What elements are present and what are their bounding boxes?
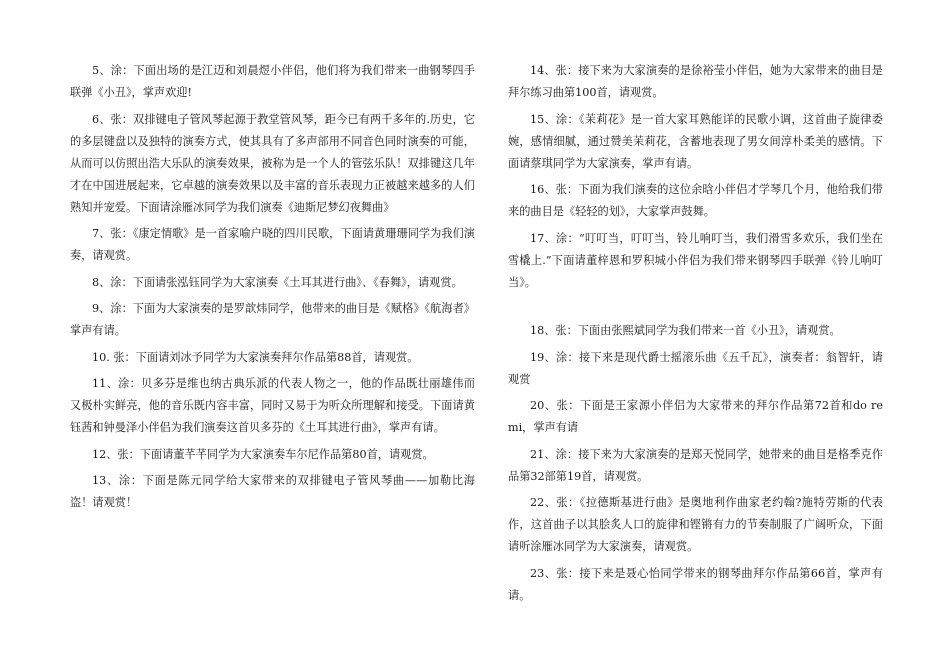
program-item-12: 12、张：下面请董芊芊同学为大家演奏车尔尼作品第80首，请观赏。 bbox=[92, 447, 434, 461]
program-item-22: 22、张：《拉德斯基进行曲》是奥地利作曲家老约翰?施特劳斯的代表作，这首曲子以其脍炙人口的旋律和铿锵有力的节奏制服了广阔听众，下面请听涂雁冰同学为大家演奏，请观赏。 bbox=[508, 496, 883, 553]
program-item-7: 7、张：《康定情歌》是一首家喻户晓的四川民歌，下面请黄珊珊同学为我们演奏，请观赏。 bbox=[70, 227, 475, 262]
program-item-14: 14、张：接下来为大家演奏的是徐裕莹小伴侣，她为大家带来的曲目是拜尔练习曲第100首，请观赏。 bbox=[508, 64, 883, 99]
program-item-5: 5、涂：下面出场的是江迈和刘晨煜小伴侣，他们将为我们带来一曲钢琴四手联弹《小丑》，掌声欢迎! bbox=[70, 64, 475, 99]
program-item-21: 21、涂：接下来为大家演奏的是郑天悦同学，她带来的曲目是格季克作品第32部第19首，请观赏。 bbox=[508, 447, 883, 483]
program-item-15: 15、涂：《茉莉花》是一首大家耳熟能详的民歌小调，这首曲子旋律委婉，感情细腻，通过赞美茉莉花，含蓄地表现了男女间淳朴柔美的感情。下面请蔡琪同学为大家演奏，掌声有请。 bbox=[508, 112, 883, 170]
blank-line bbox=[508, 298, 883, 320]
program-item-8: 8、涂：下面请张泓钰同学为大家演奏《土耳其进行曲》、《春舞》，请观赏。 bbox=[92, 275, 463, 289]
program-item-16: 16、张：下面为我们演奏的这位余晗小伴侣才学琴几个月，他给我们带来的曲目是《轻轻的划》，大家掌声鼓舞。 bbox=[508, 183, 883, 218]
program-item-13: 13、涂：下面是陈元同学给大家带来的双排键电子管风琴曲——加勒比海盗！请观赏！ bbox=[70, 474, 475, 509]
program-item-11: 11、涂：贝多芬是维也纳古典乐派的代表人物之一，他的作品既壮丽雄伟而又极朴实鲜亮，他的音乐既内容丰富，同时又易于为听众所理解和接受。下面请黄钰茜和钟曼泽小伴侣为我们演奏这首贝多芬的《土耳其进行曲》，掌声有请。 bbox=[70, 377, 475, 434]
program-item-17: 17、涂：“叮叮当，叮叮当，铃儿响叮当，我们滑雪多欢乐，我们坐在雪橇上.”下面请董梓恩和罗积城小伴侣为我们带来钢琴四手联弹《铃儿响叮当》。 bbox=[508, 231, 883, 289]
program-item-10: 10. 张：下面请刘冰予同学为大家演奏拜尔作品第88首，请观赏。 bbox=[92, 350, 419, 364]
program-item-6: 6、张：双排键电子管风琴起源于教堂管风琴，距今已有两千多年的.历史，它的多层键盘以及独特的演奏方式，使其具有了多声部用不同音色同时演奏的可能，从而可以仿照出浩大乐队的演奏效果，被称为是一个人的管弦乐队！双排键这几年才在中国进展起来，它卓越的演奏效果以及丰富的音乐表现力正被越来越多的人们熟知并宠爱。下面请涂雁冰同学为我们演奏《迪斯尼梦幻夜舞曲》 bbox=[70, 112, 475, 214]
program-item-18: 18、张：下面由张熙斌同学为我们带来一首《小丑》，请观赏。 bbox=[530, 324, 841, 337]
program-item-9: 9、涂：下面为大家演奏的是罗歆炜同学，他带来的曲目是《赋格》《航海者》掌声有请。 bbox=[70, 302, 475, 337]
right-column bbox=[508, 60, 883, 611]
program-item-23: 23、张：接下来是聂心怡同学带来的钢琴曲拜尔作品第66首，掌声有请。 bbox=[508, 566, 883, 602]
left-column bbox=[70, 60, 475, 519]
program-item-20: 20、张：下面是王家源小伴侣为大家带来的拜尔作品第72首和do re mi，掌声有请 bbox=[508, 399, 883, 434]
program-item-19: 19、涂：接下来是现代爵士摇滚乐曲《五千瓦》，演奏者：翁智轩，请观赏 bbox=[508, 350, 883, 386]
